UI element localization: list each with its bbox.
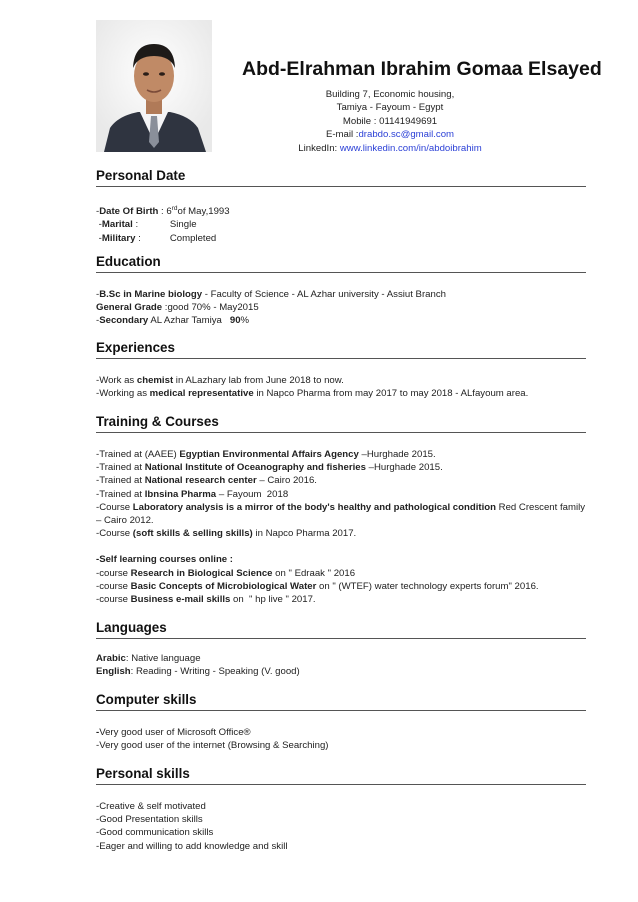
grade-line [96,301,591,314]
dob-pre: : 6 [158,206,172,218]
training-item [96,501,591,527]
marital-line: -Marital : Single [96,219,197,231]
linkedin-line [270,142,510,155]
section-divider [96,272,586,273]
exp-text: in Napco Pharma from may 2017 to may 2018 - ALfayoum area. [253,388,529,400]
self-learning-title [96,553,591,566]
education-details [96,288,591,328]
skill-text: Very good user of Microsoft Office® [99,727,251,738]
address-line-1: Building 7, Economic housing, [325,89,455,100]
exp-role: medical representative [149,388,254,400]
section-divider [96,710,586,711]
training-text: -Trained at (AAEE) [96,449,180,460]
training-text: –Hurghade 2015. [358,449,436,460]
personal-skills-list [96,800,591,853]
course-item [96,567,591,580]
degree-rest: - Faculty of Science - AL Azhar university - Assiut Branch [202,289,446,300]
training-course: Laboratory analysis is a mirror of the body's healthy and pathological condition [132,501,496,513]
military-line: -Military : Completed [96,232,217,244]
training-item [96,474,591,487]
experience-list [96,374,591,400]
training-item [96,527,591,540]
computer-skill-item: -Very good user of the internet (Browsing & Searching) [96,740,329,752]
training-org: National Institute of Oceanography and fisheries [144,462,366,474]
languages-list [96,652,591,678]
spacer [96,540,591,553]
course-text: -course [96,567,131,579]
bullet-dash: - [96,727,100,738]
personal-skill-item: -Good communication skills [96,827,214,839]
personal-skill-item: -Good Presentation skills [96,814,203,826]
course-item [96,593,591,606]
secondary-label: Secondary [99,315,149,327]
person-portrait-icon [96,20,212,152]
training-text: -Course [96,501,133,513]
secondary-line: -Secondary AL Azhar Tamiya 90% [96,315,250,327]
grade-label: General Grade [96,302,163,314]
language-item [96,665,591,678]
experience-item [96,387,591,400]
training-text: Red Crescent family – Cairo 2012. [96,501,586,527]
dob-line: -Date Of Birth : 6rdof May,1993 [96,205,230,218]
degree-line: -B.Sc in Marine biology - Faculty of Science - AL Azhar university - Assiut Branch [96,289,446,300]
course-item [96,580,591,593]
computer-skill-item [96,726,591,739]
section-divider [96,784,586,785]
training-list [96,448,591,606]
degree-name: B.Sc in Marine biology [99,289,203,300]
military-value: Completed [169,232,217,244]
training-item [96,461,591,474]
course-text: -course [96,594,131,606]
section-title-personal-skills: Personal skills [96,766,190,781]
personal-skill-item: -Creative & self motivated [96,801,206,812]
email-line [270,128,510,141]
language-name: English [96,666,131,678]
secondary-score: 90 [229,315,241,327]
experience-item [96,374,591,387]
marital-value: Single [169,219,197,231]
email-label: E-mail : [325,129,359,141]
computer-skills-list [96,726,591,752]
linkedin-link[interactable]: www.linkedin.com/in/abdoibrahim [339,142,482,154]
address-line-2: Tamiya - Fayoum - Egypt [336,102,444,114]
training-text: – Cairo 2016. [256,475,317,487]
training-item [96,448,591,461]
personal-details [96,202,591,245]
section-title-experiences: Experiences [96,340,175,355]
email-link[interactable]: drabdo.sc@gmail.com [358,129,455,141]
candidate-name: Abd-Elrahman Ibrahim Gomaa Elsayed [242,58,602,80]
section-title-computer: Computer skills [96,692,197,707]
grade-value: :good 70% - May2015 [162,302,259,314]
exp-text: -Work as [96,375,137,386]
section-title-training: Training & Courses [96,414,219,429]
exp-text: -Working as [96,388,150,400]
exp-role: chemist [136,375,174,386]
language-level: : Reading - Writing - Speaking (V. good) [130,666,300,678]
section-divider [96,358,586,359]
training-text: – Fayoum 2018 [216,488,289,500]
training-course: (soft skills & selling skills) [132,528,253,540]
course-name: Research in Biological Science [130,567,273,579]
training-text: -Trained at [96,462,145,474]
section-divider [96,638,586,639]
dob-post: of May,1993 [177,206,230,218]
course-text: on " Edraak " 2016 [272,567,356,579]
course-name: Business e-mail skills [130,594,231,606]
training-text: in Napco Pharma 2017. [252,528,357,540]
contact-info [270,88,510,155]
dob-label: Date Of Birth [99,206,159,218]
language-level: : Native language [125,653,201,664]
training-text: -Trained at [96,475,145,487]
profile-photo [96,20,212,152]
dob-sup: rd [171,205,178,212]
course-text: -course [96,580,131,592]
training-org: Ibnsina Pharma [144,488,217,500]
exp-text: in ALazhary lab from June 2018 to now. [173,375,344,386]
language-item [96,652,591,665]
training-text: -Course [96,528,133,540]
personal-skill-item: -Eager and willing to add knowledge and skill [96,840,288,852]
section-divider [96,432,586,433]
course-name: Basic Concepts of Microbiological Water [130,580,317,592]
section-title-education: Education [96,254,161,269]
secondary-value: AL Azhar Tamiya [148,315,230,327]
marital-label: Marital [101,219,133,231]
self-learning-heading: -Self learning courses online : [96,554,234,566]
language-name: Arabic [96,653,126,664]
secondary-pct: % [240,315,250,327]
training-item [96,488,591,501]
section-title-personal: Personal Date [96,168,186,183]
military-label: Military [101,232,136,244]
linkedin-label: LinkedIn: [298,142,340,154]
training-org: Egyptian Environmental Affairs Agency [179,449,359,460]
mobile-number: Mobile : 01141949691 [342,115,438,127]
training-text: -Trained at [96,488,145,500]
section-title-languages: Languages [96,620,167,635]
course-text: on " (WTEF) water technology experts forum" 2016. [316,580,539,592]
section-divider [96,186,586,187]
course-text: on " hp live " 2017. [230,594,316,606]
training-text: –Hurghade 2015. [365,462,443,474]
training-org: National research center [144,475,257,487]
